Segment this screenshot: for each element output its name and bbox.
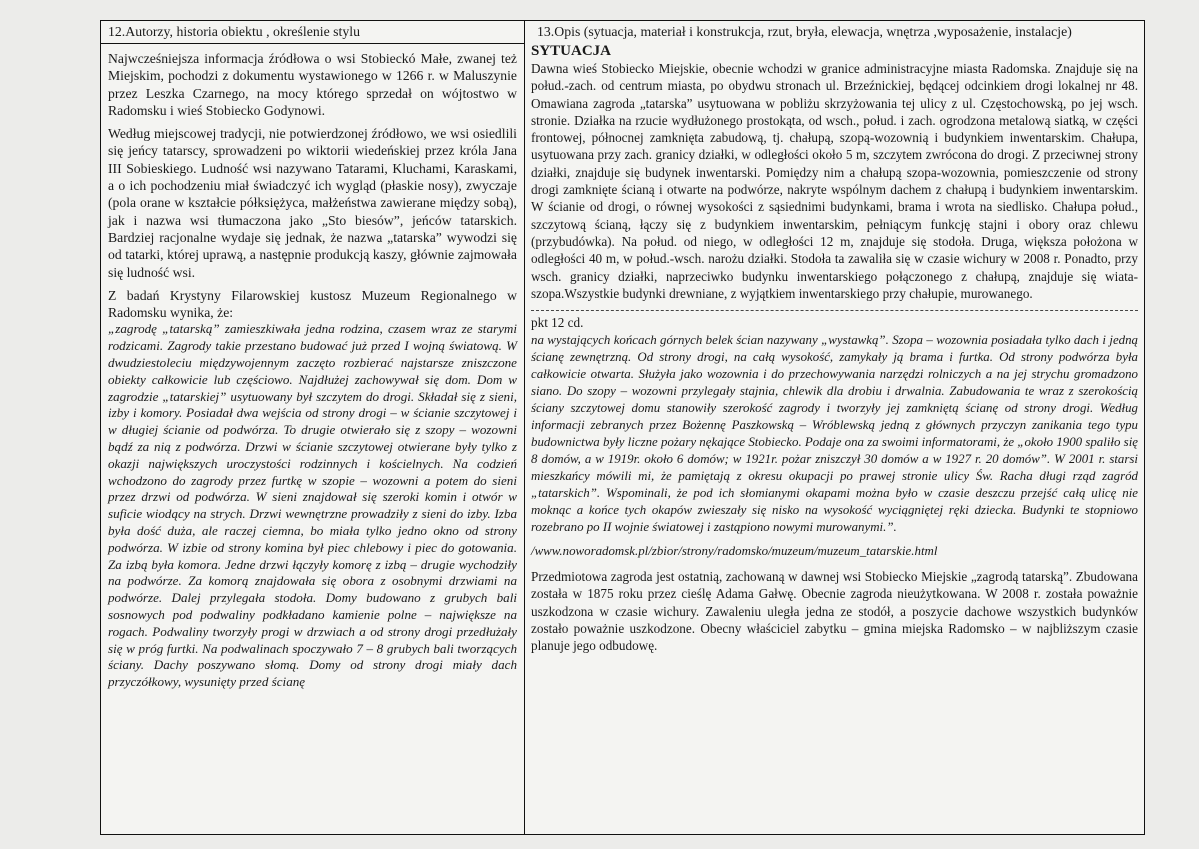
history-paragraph-2: Według miejscowej tradycji, nie potwierdzonej źródłowo, we wsi osiedlili się jeńcy tatarscy, sprowadzeni po wiktorii wiedeńskiej przez króla Jana III Sobieskiego. Ludność wsi nazywano Tatarami, Kluchami, Karaskami, a o ich pochodzeniu miał świadczyć ich wygląd (płaskie nosy), zwyczaje (pola orane w kształcie półksiężyca, małżeństwa zawierane między sobą), jak i nazwa wsi tłumaczona jako „Sto biesów”, jeńców tatarskich. Bardziej racjonalne wydaje się jednak, że nazwa „tatarska” wywodzi się od tatarki, której uprawą, a następnie produkcją kaszy, głównie zajmowała się ludność wsi.: [108, 126, 517, 280]
history-paragraph-3-intro: Z badań Krystyny Filarowskiej kustosz Muzeum Regionalnego w Radomsku wynika, że:: [108, 287, 517, 321]
history-header: 12.Autorzy, historia obiektu , określenie stylu: [101, 23, 524, 44]
dashed-divider: [531, 310, 1138, 311]
description-header: 13.Opis (sytuacja, materiał i konstrukcja, rzut, bryła, elewacja, wnętrza ,wyposażenie, instalacje): [537, 24, 1072, 39]
history-quote: „zagrodę „tatarską” zamieszkiwała jedna rodzina, czasem wraz ze starymi rodzicami. Zagrody takie przestano budować już przed I wojną światową. W dwudziestoleciu międzywojennym zaczęto rozbierać najstarsze zniszczone obiekty całkowicie lub częściowo. Najdłużej zachowywał się dom. Dom w zagrodzie „tatarskiej” usytuowany był szczytem do drogi. Składał się z sieni, izby i komory. Posiadał dwa wejścia od strony drogi – w ścianie szczytowej i w długiej ścianie od podwórza. To drugie otwierało się z szopy – wozowni bądź za nią z podwórza. Drzwi w ścianie szczytowej otwierane były tylko z okazji największych uroczystości rodzinnych i kościelnych. Na codzień wchodzono do zagrody przez furtkę w szopie – wozowni a potem do sieni przez drzwi od podwórza. W sieni znajdował się szeroki komin i otwór w suficie wiodący na strych. Drzwi wewnętrzne prowadziły z sieni do izby. Izba była dość duża, ale raczej ciemna, bo miała tylko jedno okno od strony podwórza. W izbie od strony komina był piec chlebowy i piec do gotowania. Za izbą była komora. Jedne drzwi łączyły komorę z izbą – drugie wychodziły na podwórze. Za komorą znajdowała się obora z osobnymi drzwiami na podwórze. Dalej przylegała stodoła. Domy budowano z grubych bali sosnowych pod podwaliny podkładano kamienie polne – największe na rogach. Podwaliny tworzyły progi w drzwiach a od strony drogi przedłużały się w próg furtki. Na podwalinach spoczywało 7 – 8 grubych bali tworzących ściany. Dachy poszywano słomą. Domy od strony drogi miały dach przyczółkowy, wysunięty przed ścianę: [108, 321, 517, 690]
description-column: [525, 21, 1144, 834]
document-sheet: [100, 20, 1145, 835]
history-paragraph-1: Najwcześniejsza informacja źródłowa o wsi Stobieckó Małe, zwanej też Miejskim, pochodzi z dokumentu wystawionego w 1266 r. w Maluszynie przez Leszka Czarnego, na mocy którego sprzedał on wójtostwo w Radomsku i wieś Stobiecko Godynowi.: [108, 51, 517, 118]
continuation-paragraph: na wystających końcach górnych belek ścian nazywany „wystawką”. Szopa – wozownia posiadała tylko dach i jedną ścianę zewnętrzną. Od strony drogi, na całą wysokość, zamykały ją brama i furtka. Od strony podwórza była całkowicie otwarta. Służyła jako wozownia i do przechowywania narzędzi rolniczych a na jej strychu gromadzono siano. Do szopy – wozowni przylegały stajnia, chlewik dla drobiu i drwalnia. Zabudowania te wraz z szerokością ściany szczytowej domu stanowiły szerokość zagrody i tworzyły jej zamkniętą ścianę od strony drogi. Według informacji zebranych przez Bożennę Paszkowską – Wróblewską jedną z głównych przyczyn zanikania tego typu budownictwa były liczne pożary nękające Stobiecko. Podaje ona za swoimi informatorami, że „około 1900 spaliło się 8 domów, a w 1919r. około 6 domów; w 1921r. pożar zniszczył 30 domów a w 1927 r. 20 domów”. W 2001 r. starsi mieszkańcy mówili mi, że pamiętają z okresu okupacji po prawej stronie ulicy Św. Racha długi rząd zagród „tatarskich”. Wspominali, że pod ich słomianymi okapami można było w czasie deszczu przejść całą ulicę nie moknąc a końce tych okapów zwieszały się nisko na wysokość wyciągniętej ręki dziecka. Budynki te stopniowo rozebrano po II wojnie światowej i zastąpiono nowymi murowanymi.”.: [531, 333, 1138, 535]
situation-paragraph: Dawna wieś Stobiecko Miejskie, obecnie wchodzi w granice administracyjne miasta Radomska. Znajduje się na połud.-zach. od centrum miasta, po obydwu stronach ul. Brzeźnickiej, będącej odcinkiem drogi lokalnej nr 48. Omawiana zagroda „tatarska” usytuowana w pobliżu skrzyżowania tej ulicy z ul. Częstochowską, po jej wsch. stronie. Działka na rzucie wydłużonego prostokąta, od wsch., połud. i zach. ogrodzona metalową siatką, w części frontowej, północnej zamknięta zabudową, tj. chałupą, szopą-wozownią i budynkiem inwentarskim. Chałupa, usytuowana przy zach. granicy działki, w odległości około 5 m, szczytem zwrócona do drogi. Z przeciwnej strony działki, znajduje się budynek inwentarski. Pomiędzy nim a chałupą szopa-wozownia, pomieszczenie od strony drogi zamknięte ścianą i otwarte na podwórze, nakryte wspólnym dachem z chałupą i budynkiem inwentarskim. W ścianie od drogi, o równej wysokości z sąsiednimi budynkami, brama i wrota na siedlisko. Chałupa połud., szczytową ścianą, łączy się z budynkiem inwentarskim, pełniącym funkcję stajni i obory oraz chlewu (przybudówka). Na połud. od niego, w odległości 12 m, znajduje się stodoła. Druga, większa położona w odległości 40 m, w połud.-wsch. narożu działki. Stodoła ta zawaliła się w czasie wichury w 2008 r. Ponadto, przy wsch. granicy działki, naprzeciwko budynku inwentarskiego połączonego z chałupą, znajduje się wiata-szopa.Wszystkie budynki drewniane, z wyjątkiem inwentarskiego przy chałupie, murowanego.: [531, 61, 1138, 301]
source-url: /www.noworadomsk.pl/zbior/strony/radomsko/muzeum/muzeum_tatarskie.html: [531, 544, 938, 559]
section-title: SYTUACJA: [531, 43, 612, 59]
final-paragraph: Przedmiotowa zagroda jest ostatnią, zachowaną w dawnej wsi Stobiecko Miejskie „zagrodą tatarską”. Zbudowana została w 1875 roku przez cieślę Adama Gałwę. Obecnie zagroda nieużytkowana. W 2008 r. została poważnie uszkodzona w czasie wichury. Zawaleniu uległa jedna ze stodół, a poszycie dachowe wszystkich budynków zostało poważnie uszkodzone. Obecny właściciel zabytku – gmina miejska Radomsko – w najbliższym czasie planuje jego odbudowę.: [531, 569, 1138, 654]
history-column: [101, 21, 525, 834]
continuation-label: pkt 12 cd.: [531, 315, 584, 331]
